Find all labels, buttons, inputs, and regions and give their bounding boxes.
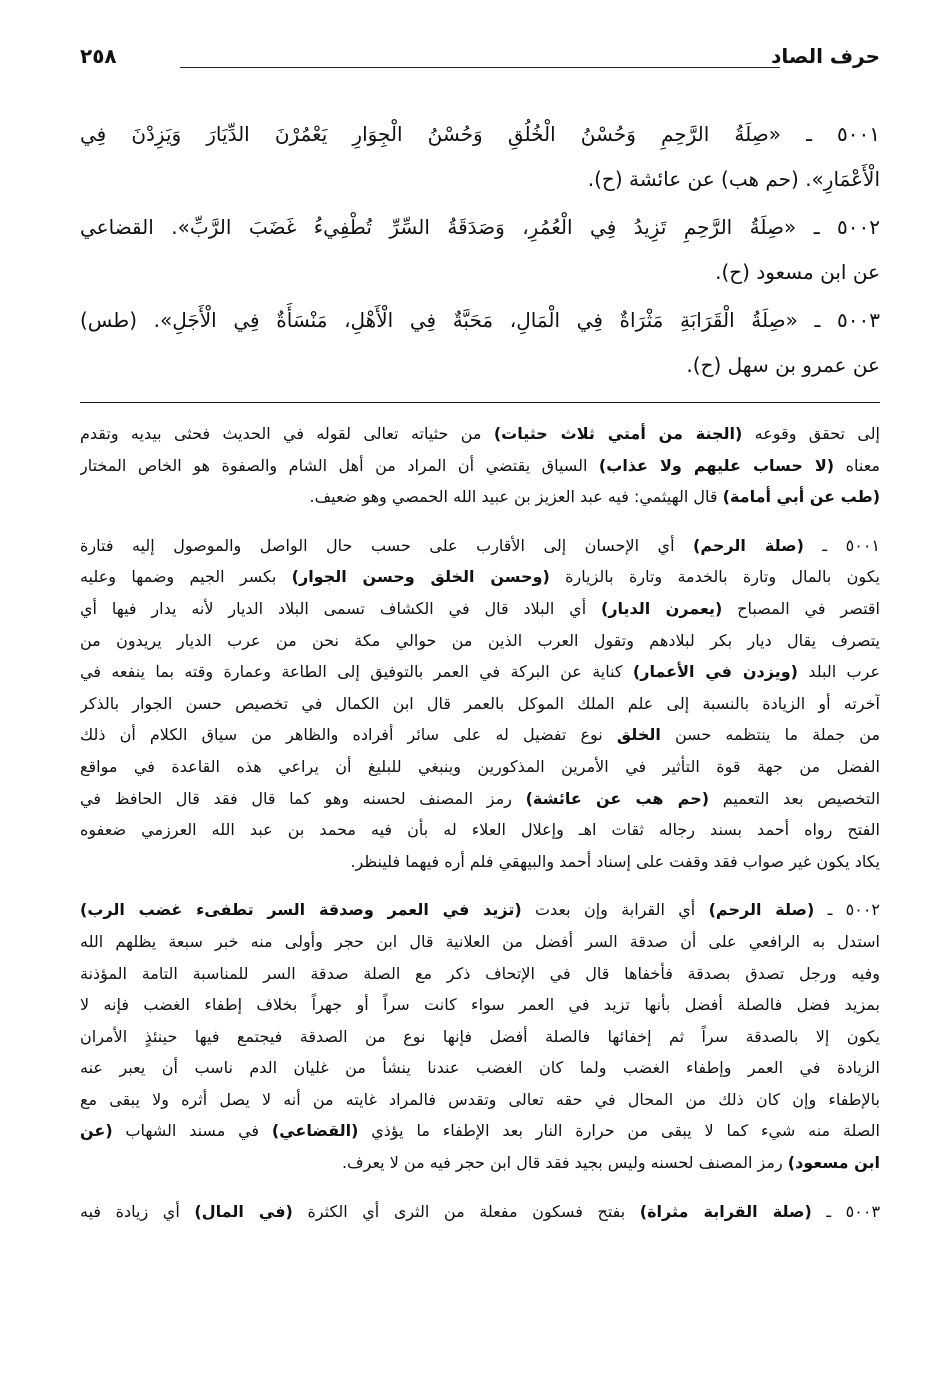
bold-phrase: (لا حساب عليهم ولا عذاب) <box>598 455 835 475</box>
hadith-entry <box>80 205 880 295</box>
hadith-entry <box>80 298 880 388</box>
bold-phrase: (صلة القرابة مثراة) <box>639 1201 812 1221</box>
text-run: الصلة منه شيء كما لا يبقى من حرارة النار بعد الإطفاء ما يؤذي <box>358 1121 880 1141</box>
bold-phrase: الخلق <box>616 725 661 745</box>
text-run: وفيه ورجل تصدق بصدقة فأخفاها قال في الإتحاف ذكر مع الصلة صدقة السر للمناسبة التامة المؤذنة <box>80 963 880 983</box>
text-line <box>80 783 880 815</box>
text-line <box>80 1115 880 1147</box>
text-line <box>80 481 880 513</box>
text-run: رمز المصنف لحسنه وهو كما قال فقد قال الحافظ في <box>80 788 526 808</box>
text-line <box>80 625 880 657</box>
text-run: بفتح فسكون مفعلة من الثرى أي الكثرة <box>292 1201 640 1221</box>
text-line <box>80 250 880 295</box>
bold-phrase: (وحسن الخلق وحسن الجوار) <box>291 567 550 587</box>
text-run: التخصيص بعد التعميم <box>709 788 880 808</box>
text-run: ٥٠٠١ ـ «صِلَةُ الرَّحِمِ وَحُسْنُ الْخُلُقِ وَحُسْنُ الْجِوَارِ يَعْمُرْنَ الدِّيَارَ وَيَزِدْنَ فِي <box>80 122 880 146</box>
commentary-paragraph <box>80 894 880 1178</box>
text-run: من حثياته تعالى لقوله في الحديث فحثى بيديه وتقدم <box>80 424 494 443</box>
commentary-text <box>80 418 880 1244</box>
text-run: الفضل من جهة قوة التأثير في الأمرين المذكورين وينبغي للبليغ أن يراعي هذه القاعدة في مواقع <box>80 756 880 776</box>
text-run: عن ابن مسعود (ح). <box>715 260 880 284</box>
bold-phrase: (حم هب عن عائشة) <box>525 788 710 808</box>
text-line <box>80 894 880 926</box>
text-line <box>80 814 880 846</box>
text-run: بكسر الجيم وضمها وعليه <box>80 567 292 587</box>
text-line <box>80 418 880 450</box>
text-run: أي القرابة وإن بعدت <box>521 900 709 920</box>
text-line <box>80 561 880 593</box>
text-line <box>80 450 880 482</box>
text-line <box>80 958 880 990</box>
footnote-divider <box>80 402 880 403</box>
text-run: يكاد يكون غير صواب فقد وقفت على إسناد أحمد والبيهقي فلم أره فيهما فلينظر. <box>350 851 880 871</box>
text-line <box>80 343 880 388</box>
text-run: ٥٠٠١ ـ <box>803 535 880 555</box>
bold-phrase: (يعمرن الديار) <box>601 598 723 618</box>
text-run: ٥٠٠٣ ـ <box>811 1201 880 1221</box>
text-run: عن عمرو بن سهل (ح). <box>686 353 880 377</box>
text-run: إلى تحقق وقوعه <box>742 424 880 443</box>
text-line <box>80 1021 880 1053</box>
text-line <box>80 926 880 958</box>
page-number: ٢٥٨ <box>80 44 117 68</box>
text-run: بالإطفاء وإن كان ذلك من المحال في حقه تعالى وتقدس فالمراد غايته من أنه لا يصل أثره ولا يبقى مع <box>80 1089 880 1109</box>
bold-phrase: (صلة الرحم) <box>693 535 804 555</box>
text-run: يكون إلا بالصدقة سراً ثم إخفائها فالصلة أفضل فإنها نوع من الصدقة فيجتمع فيها حينئذٍ الأمران <box>80 1026 880 1046</box>
text-run: قال الهيثمي: فيه عبد العزيز بن عبيد الله الحمصي وهو ضعيف. <box>309 487 723 507</box>
text-run: الْأَعْمَارِ». (حم هب) عن عائشة (ح). <box>587 167 880 191</box>
text-line <box>80 1052 880 1084</box>
text-line <box>80 846 880 878</box>
chapter-title: حرف الصاد <box>771 44 880 68</box>
text-line <box>80 1084 880 1116</box>
bold-phrase: (الجنة من أمتي ثلاث حثيات) <box>493 424 743 443</box>
text-run: رمز المصنف لحسنه وليس بجيد فقد قال ابن حجر فيه من لا يعرف. <box>341 1153 788 1173</box>
page-header <box>80 40 880 76</box>
text-run: يتصرف يقال ديار بكر لبلادهم وتقول العرب الذين من حوالي مكة نحن من عرب الديار يريدون من <box>80 630 880 650</box>
text-line <box>80 157 880 202</box>
text-run: السياق يقتضي أن المراد من أهل الشام والصفوة هو الخاص المختار <box>80 455 599 475</box>
text-run: نوع تفضيل له على سائر أفراده والظاهر من سياق الكلام أن ذلك <box>80 725 617 745</box>
text-run: ٥٠٠٢ ـ «صِلَةُ الرَّحِمِ تَزِيدُ فِي الْعُمُرِ، وَصَدَقَةُ السِّرِّ تُطْفِيءُ غَضَبَ الرَّبِّ». القضاعي <box>80 215 880 239</box>
text-run: يكون بالمال وتارة بالخدمة وتارة بالزيارة <box>549 567 880 587</box>
text-run: بمزيد فضل فالصلة أفضل بأنها تزيد في العمر سواء كانت سراً أو جهراً بخلاف إطفاء الغضب فإنه لا <box>80 995 880 1015</box>
text-line <box>80 112 880 157</box>
hadith-entry <box>80 112 880 202</box>
commentary-paragraph <box>80 418 880 513</box>
text-run: أي الإحسان إلى الأقارب على حسب حال الواصل والموصول إليه فتارة <box>80 535 694 555</box>
text-run: عرب البلد <box>797 662 880 682</box>
text-run: أي زيادة فيه <box>80 1201 195 1221</box>
text-run: آخرته أو الزيادة بالنسبة إلى علم الملك الموكل بالعمر قال ابن الكمال في تخصيص حسن الجوار بالذكر <box>80 693 880 713</box>
text-run: من جملة ما ينتظمه حسن <box>660 725 880 745</box>
commentary-paragraph <box>80 530 880 878</box>
bold-phrase: (طب عن أبي أمامة) <box>722 487 880 507</box>
text-line <box>80 719 880 751</box>
bold-phrase: (في المال) <box>194 1201 293 1221</box>
text-line <box>80 298 880 343</box>
text-line <box>80 1196 880 1228</box>
commentary-paragraph <box>80 1196 880 1228</box>
header-rule <box>180 67 780 68</box>
bold-phrase: (عن <box>80 1121 113 1141</box>
text-run: اقتصر في المصباح <box>722 598 880 618</box>
hadith-text <box>80 112 880 391</box>
bold-phrase: (ويزدن في الأعمار) <box>632 662 798 682</box>
text-run: استدل به الرافعي على أن صدقة السر أفضل من العلانية قال ابن حجر وأولى منه خبر سبعة يظلهم الله <box>80 931 880 951</box>
bold-phrase: ابن مسعود) <box>787 1153 880 1173</box>
text-line <box>80 593 880 625</box>
text-run: معناه <box>834 455 880 475</box>
text-run: الزيادة في العمر وإطفاء الغضب ولما كان الغضب عندنا ينشأ من غليان الدم ناسب أن يعبر عنه <box>80 1058 880 1078</box>
text-line <box>80 1147 880 1179</box>
text-line <box>80 688 880 720</box>
text-line <box>80 656 880 688</box>
text-line <box>80 989 880 1021</box>
text-run: في مسند الشهاب <box>112 1121 272 1141</box>
text-run: ٥٠٠٢ ـ <box>814 900 880 920</box>
text-run: ٥٠٠٣ ـ «صِلَةُ الْقَرَابَةِ مَثْرَاةٌ فِي الْمَالِ، مَحَبَّةٌ فِي الْأَهْلِ، مَنْسَأَةٌ فِي الْأَجَلِ». (طس) <box>80 308 880 332</box>
text-line <box>80 530 880 562</box>
bold-phrase: (القضاعي) <box>271 1121 359 1141</box>
text-run: كناية عن البركة في العمر بالتوفيق إلى الطاعة وعمارة وقته بما ينفعه في <box>80 662 633 682</box>
text-run: الفتح رواه أحمد بسند رجاله ثقات اهـ وإعلال العلاء له بأن فيه محمد بن عبد الله العرزمي ضعفوه <box>80 820 880 840</box>
bold-phrase: (تزيد في العمر وصدقة السر تطفىء غضب الرب) <box>80 900 522 920</box>
text-run: أي البلاد قال في الكشاف تسمى البلاد الديار لأنه يدار فيها أي <box>80 598 601 618</box>
text-line <box>80 205 880 250</box>
bold-phrase: (صلة الرحم) <box>708 900 815 920</box>
text-line <box>80 751 880 783</box>
